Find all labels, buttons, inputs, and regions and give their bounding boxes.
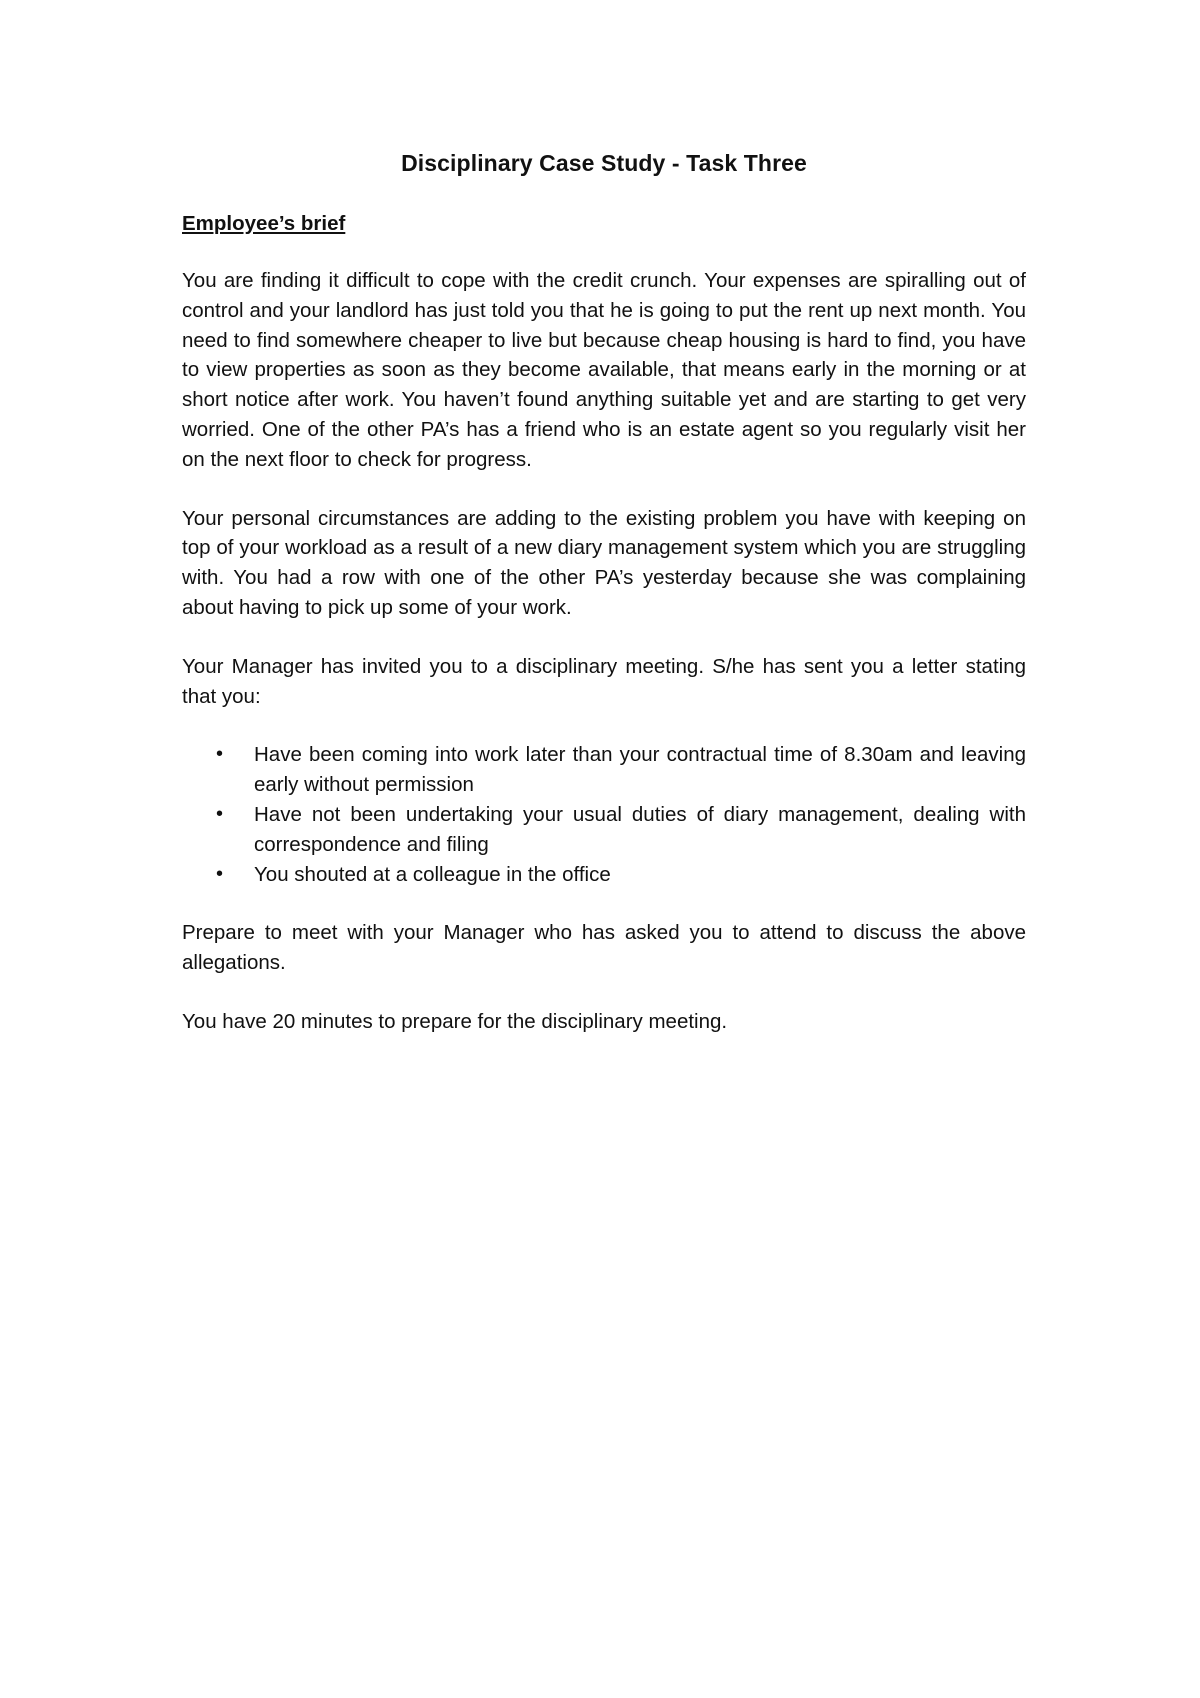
section-heading: Employee’s brief (182, 212, 346, 235)
list-item-text: You shouted at a colleague in the office (254, 862, 611, 886)
bullet-icon: • (216, 862, 224, 885)
list-item (182, 800, 1026, 860)
allegations-list (182, 740, 1026, 889)
document-body (182, 148, 1026, 1066)
paragraph-prepare: Prepare to meet with your Manager who has asked you to attend to discuss the above allegations. (182, 921, 1026, 975)
list-item-text: Have been coming into work later than your contractual time of 8.30am and leaving early without permission (254, 743, 1026, 797)
bullet-icon: • (216, 802, 224, 825)
list-item-text: Have not been undertaking your usual duties of diary management, dealing with correspondence and filing (254, 802, 1026, 856)
paragraph-situation: You are finding it difficult to cope with the credit crunch. Your expenses are spiralling out of control and your landlord has just told you that he is going to put the rent up next month. You need to find somewhere cheaper to live but because cheap housing is hard to find, you have to view properties as soon as they become available, that means early in the morning or at short notice after work. You haven’t found anything suitable yet and are starting to get very worried. One of the other PA’s has a friend who is an estate agent so you regularly visit her on the next floor to check for progress. (182, 269, 1026, 471)
paragraph-invitation: Your Manager has invited you to a disciplinary meeting. S/he has sent you a letter stating that you: (182, 654, 1026, 708)
paragraph-circumstances: Your personal circumstances are adding to the existing problem you have with keeping on top of your workload as a result of a new diary management system which you are struggling with. You had a row with one of the other PA’s yesterday because she was complaining about having to pick up some of your work. (182, 506, 1026, 619)
list-item (182, 740, 1026, 800)
paragraph-time-limit: You have 20 minutes to prepare for the disciplinary meeting. (182, 1009, 728, 1033)
list-item (182, 860, 1026, 890)
document-title: Disciplinary Case Study - Task Three (401, 150, 807, 176)
bullet-icon: • (216, 743, 224, 766)
